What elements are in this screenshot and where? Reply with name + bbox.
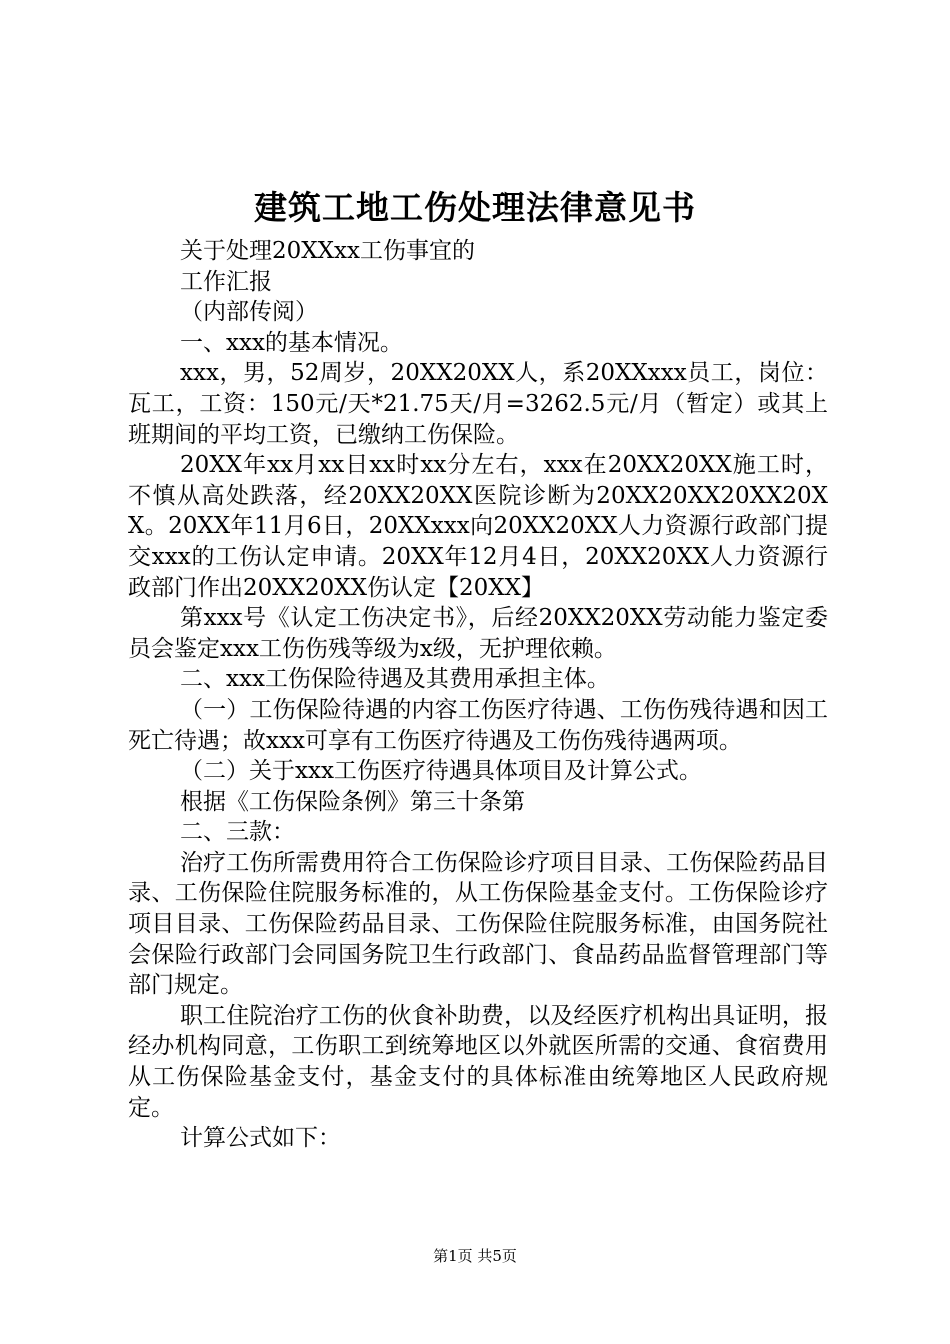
paragraph-benefit-contents: （一）工伤保险待遇的内容工伤医疗待遇、工伤伤残待遇和因工死亡待遇；故xxx可享有工伤医疗待遇及工伤伤残待遇两项。 bbox=[128, 696, 828, 754]
paragraph-report-subject: 关于处理20XXxx工伤事宜的 bbox=[180, 238, 475, 264]
paragraph-treatment-costs: 治疗工伤所需费用符合工伤保险诊疗项目目录、工伤保险药品目录、工伤保险住院服务标准的，从工伤保险基金支付。工伤保险诊疗项目目录、工伤保险药品目录、工伤保险住院服务标准，由国务院社会保险行政部门会同国务院卫生行政部门、食品药品监督管理部门等部门规定。 bbox=[128, 849, 828, 999]
paragraph-accident-details: 20XX年xx月xx日xx时xx分左右，xxx在20XX20XX施工时，不慎从高处跌落，经20XX20XX医院诊断为20XX20XX20XX20XX。20XX年11月6日，20XXxxx向20XX20XX人力资源行政部门提交xxx的工伤认定申请。20XX年12月4日，20XX20XX人力资源行政部门作出20XX20XX伤认定【20XX】 bbox=[128, 452, 828, 601]
document-title: 建筑工地工伤处理法律意见书 bbox=[254, 188, 696, 227]
paragraph-report-label: 工作汇报 bbox=[180, 268, 272, 295]
paragraph-disability-assessment: 第xxx号《认定工伤决定书》，后经20XX20XX劳动能力鉴定委员会鉴定xxx工伤伤残等级为x级，无护理依赖。 bbox=[128, 605, 828, 662]
paragraph-regulation-reference: 根据《工伤保险条例》第三十条第 bbox=[180, 788, 525, 815]
paragraph-meal-travel-subsidy: 职工住院治疗工伤的伙食补助费，以及经医疗机构出具证明，报经办机构同意，工伤职工到统筹地区以外就医所需的交通、食宿费用从工伤保险基金支付，基金支付的具体标准由统筹地区人民政府规定。 bbox=[128, 1002, 828, 1121]
section-heading-basic-info: 一、xxx的基本情况。 bbox=[180, 329, 403, 356]
section-heading-insurance-benefits: 二、xxx工伤保险待遇及其费用承担主体。 bbox=[180, 666, 610, 693]
paragraph-regulation-clauses: 二、三款： bbox=[180, 819, 295, 846]
document-body bbox=[128, 236, 828, 1154]
paragraph-medical-benefit-items: （二）关于xxx工伤医疗待遇具体项目及计算公式。 bbox=[180, 758, 702, 785]
paragraph-formula-intro: 计算公式如下： bbox=[180, 1125, 341, 1152]
page-number-footer: 第1页 共5页 bbox=[433, 1247, 517, 1265]
paragraph-internal-circulation: （内部传阅） bbox=[180, 299, 318, 326]
paragraph-worker-details: xxx，男，52周岁，20XX20XX人，系20XXxxx员工，岗位：瓦工，工资：150元/天*21.75天/月=3262.5元/月（暂定）或其上班期间的平均工资，已缴纳工伤保险。 bbox=[128, 360, 828, 448]
